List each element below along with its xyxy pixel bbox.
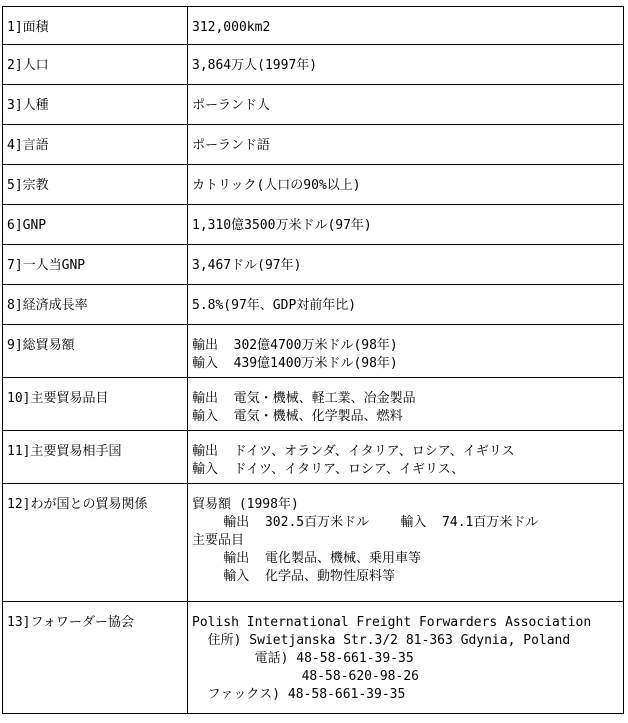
table-row xyxy=(3,245,624,285)
value-line: Polish International Freight Forwarders Association xyxy=(192,615,592,630)
value-line: 輸出 302.5百万米ドル 輸入 74.1百万米ドル xyxy=(192,515,539,530)
row-label: 6]GNP xyxy=(3,205,188,245)
row-label: 3]人種 xyxy=(3,85,188,125)
row-value xyxy=(188,325,624,378)
value-line: ポーランド人 xyxy=(192,98,271,113)
row-value xyxy=(188,125,624,165)
table-row xyxy=(3,602,624,714)
value-line: 輸入 化学品、動物性原料等 xyxy=(192,569,395,584)
value-line: 1,310億3500万米ドル(97年) xyxy=(192,218,372,233)
row-value xyxy=(188,205,624,245)
value-line: 5.8%(97年、GDP対前年比) xyxy=(192,298,357,313)
table-row xyxy=(3,484,624,602)
row-label: 12]わが国との貿易関係 xyxy=(3,484,188,602)
row-value xyxy=(188,285,624,325)
table-row xyxy=(3,165,624,205)
table-body xyxy=(3,7,624,714)
row-value xyxy=(188,7,624,45)
value-line: 輸出 電気・機械、軽工業、冶金製品 xyxy=(192,391,416,406)
row-value xyxy=(188,85,624,125)
value-line: 輸入 ドイツ、イタリア、ロシア、イギリス、 xyxy=(192,462,465,477)
table-row xyxy=(3,85,624,125)
row-label: 13]フォワーダー協会 xyxy=(3,602,188,714)
value-line: 住所) Swietjanska Str.3/2 81-363 Gdynia, Poland xyxy=(192,633,571,648)
row-value xyxy=(188,378,624,431)
value-line: 輸入 439億1400万米ドル(98年) xyxy=(192,356,398,371)
value-line: 貿易額 (1998年) xyxy=(192,497,299,512)
table-row xyxy=(3,205,624,245)
row-label: 10]主要貿易品目 xyxy=(3,378,188,431)
row-label: 4]言語 xyxy=(3,125,188,165)
row-label: 5]宗教 xyxy=(3,165,188,205)
value-line: 輸出 ドイツ、オランダ、イタリア、ロシア、イギリス xyxy=(192,444,515,459)
value-line: 輸出 302億4700万米ドル(98年) xyxy=(192,338,398,353)
row-label: 1]面積 xyxy=(3,7,188,45)
table-row xyxy=(3,45,624,85)
table-row xyxy=(3,125,624,165)
table-row xyxy=(3,378,624,431)
value-line: 3,467ドル(97年) xyxy=(192,258,302,273)
value-line: 電話) 48-58-661-39-35 xyxy=(192,651,414,666)
table-row xyxy=(3,431,624,484)
table-row xyxy=(3,325,624,378)
row-label: 8]経済成長率 xyxy=(3,285,188,325)
value-line: 48-58-620-98-26 xyxy=(192,669,419,684)
value-line: 輸入 電気・機械、化学製品、燃料 xyxy=(192,409,403,424)
value-line: 312,000km2 xyxy=(192,20,271,35)
row-label: 11]主要貿易相手国 xyxy=(3,431,188,484)
value-line: ファックス) 48-58-661-39-35 xyxy=(192,687,406,702)
value-line: 主要品目 xyxy=(192,533,245,548)
row-label: 2]人口 xyxy=(3,45,188,85)
table-row xyxy=(3,285,624,325)
row-label: 9]総貿易額 xyxy=(3,325,188,378)
value-line: カトリック(人口の90%以上) xyxy=(192,178,361,193)
row-value xyxy=(188,165,624,205)
country-info-table xyxy=(2,6,624,714)
value-line: 3,864万人(1997年) xyxy=(192,58,318,73)
table-row xyxy=(3,7,624,45)
row-value xyxy=(188,45,624,85)
row-value xyxy=(188,484,624,602)
row-value xyxy=(188,431,624,484)
row-value xyxy=(188,245,624,285)
value-line: ポーランド語 xyxy=(192,138,271,153)
row-value xyxy=(188,602,624,714)
row-label: 7]一人当GNP xyxy=(3,245,188,285)
value-line: 輸出 電化製品、機械、乗用車等 xyxy=(192,551,421,566)
